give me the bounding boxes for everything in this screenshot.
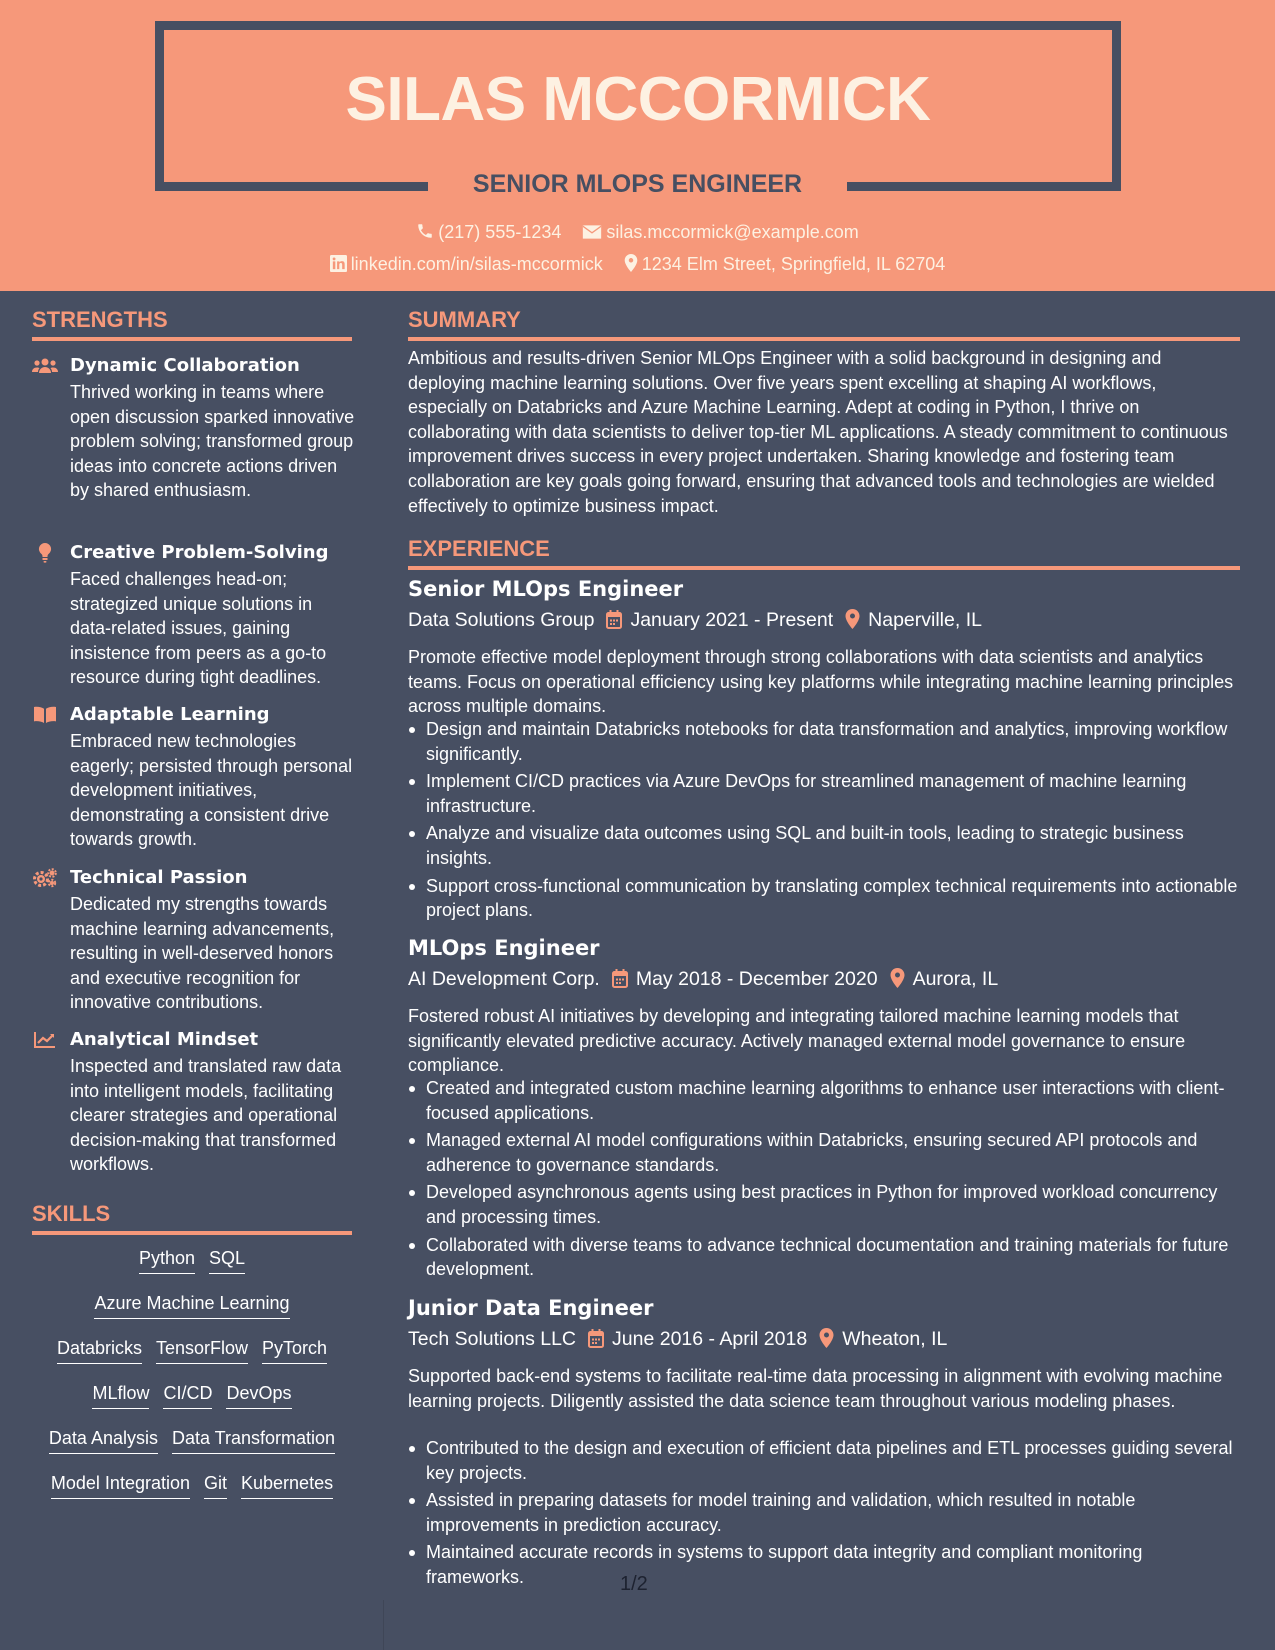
strength-title: Technical Passion	[70, 867, 248, 888]
skill-tag: Data Analysis	[49, 1425, 158, 1454]
job-description: Supported back-end systems to facilitate real-time data processing in alignment with evolving machine learning projects. Diligently assisted the data science team throughout various modeling phases.	[408, 1366, 1223, 1411]
job-meta	[408, 607, 982, 633]
strength-text: Dedicated my strengths towards machine learning advancements, resulting in well-deserved honors and executive recognition for innovative contributions.	[70, 894, 335, 1012]
job-description: Promote effective model deployment through strong collaborations with data scientists and analytics teams. Focus on operational efficiency using key platforms while integrating machine learning principles across multiple domains.	[408, 647, 1234, 717]
skill-tag: MLflow	[92, 1380, 149, 1409]
job-bullet: Assisted in preparing datasets for model training and validation, which resulted in notable improvements in prediction accuracy.	[408, 1488, 1238, 1537]
calendar-icon	[606, 610, 622, 629]
skill-row	[32, 1380, 352, 1409]
job-company: Tech Solutions LLC	[408, 1328, 577, 1350]
linkedin-text: linkedin.com/in/silas-mccormick	[350, 254, 603, 274]
job-bullet: Managed external AI model configurations within Databricks, ensuring secured API protocols and adherence to governance standards.	[408, 1128, 1238, 1177]
book-icon	[32, 705, 58, 725]
skill-tag: CI/CD	[163, 1380, 212, 1409]
page-indicator: 1/2	[620, 1573, 648, 1595]
address-contact	[624, 251, 946, 277]
linkedin-contact[interactable]	[330, 251, 603, 277]
skill-tag: Git	[204, 1470, 227, 1499]
skill-tag: PyTorch	[262, 1335, 327, 1364]
job-bullets	[408, 1076, 1238, 1285]
summary-heading: SUMMARY	[408, 307, 521, 332]
experience-heading: EXPERIENCE	[408, 536, 550, 561]
job-bullet: Analyze and visualize data outcomes using SQL and built-in tools, leading to strategic business insights.	[408, 821, 1238, 870]
job-dates: January 2021 - Present	[630, 609, 834, 631]
contact-row-1	[0, 219, 1275, 245]
job-bullet: Collaborated with diverse teams to advance technical documentation and training materials for future development.	[408, 1233, 1238, 1282]
chart-line-icon	[32, 1030, 58, 1050]
lightbulb-icon	[32, 543, 58, 563]
skill-tag: SQL	[209, 1245, 245, 1274]
job-entry	[408, 575, 1238, 921]
strength-text: Embraced new technologies eagerly; persisted through personal development initiatives, demonstrating a consistent drive towards growth.	[70, 731, 353, 849]
job-company: Data Solutions Group	[408, 609, 595, 631]
strengths-rule	[32, 337, 352, 341]
map-pin-icon	[624, 254, 638, 272]
skill-row	[32, 1335, 352, 1364]
phone-contact[interactable]	[416, 219, 561, 245]
candidate-title: SENIOR MLOPS ENGINEER	[472, 170, 803, 198]
job-location: Wheaton, IL	[842, 1328, 948, 1350]
job-bullet: Support cross-functional communication by translating complex technical requirements into actionable project plans.	[408, 874, 1238, 923]
address-text: 1234 Elm Street, Springfield, IL 62704	[641, 254, 946, 274]
strength-text: Faced challenges head-on; strategized unique solutions in data-related issues, gaining insistence from peers as a go-to resource during tight deadlines.	[70, 569, 327, 687]
map-pin-icon	[845, 609, 860, 629]
map-pin-icon	[819, 1328, 834, 1348]
job-company: AI Development Corp.	[408, 968, 600, 990]
job-bullet: Contributed to the design and execution of efficient data pipelines and ETL processes guiding several key projects.	[408, 1436, 1238, 1485]
calendar-icon	[612, 969, 628, 988]
job-bullets	[408, 717, 1238, 926]
job-title: Junior Data Engineer	[408, 1296, 654, 1320]
skills-rule	[32, 1231, 352, 1235]
job-meta	[408, 966, 998, 992]
job-location: Naperville, IL	[868, 609, 982, 631]
job-dates: May 2018 - December 2020	[635, 968, 878, 990]
calendar-icon	[588, 1329, 604, 1348]
frame-bottom-right	[847, 182, 1121, 191]
strengths-heading: STRENGTHS	[32, 307, 168, 332]
skill-row	[32, 1425, 352, 1454]
job-bullet: Implement CI/CD practices via Azure DevOps for streamlined management of machine learning infrastructure.	[408, 769, 1238, 818]
skill-row	[32, 1290, 352, 1319]
envelope-icon	[582, 224, 602, 240]
strength-title: Dynamic Collaboration	[70, 355, 300, 376]
job-description: Fostered robust AI initiatives by developing and integrating tailored machine learning models that significantly elevated predictive accuracy. Actively managed external model governance to ensure compliance.	[408, 1006, 1186, 1076]
map-pin-icon	[890, 968, 905, 988]
gears-icon	[32, 868, 58, 888]
skill-tag: Python	[139, 1245, 195, 1274]
resume-header	[0, 0, 1275, 291]
skill-tag: DevOps	[226, 1380, 291, 1409]
job-bullet: Created and integrated custom machine learning algorithms to enhance user interactions with client-focused applications.	[408, 1076, 1238, 1125]
strength-text: Thrived working in teams where open discussion sparked innovative problem solving; transformed group ideas into concrete actions driven by shared enthusiasm.	[70, 382, 355, 500]
strength-title: Analytical Mindset	[70, 1029, 259, 1050]
candidate-name: SILAS MCCORMICK	[345, 65, 931, 134]
job-title: Senior MLOps Engineer	[408, 577, 684, 601]
skills-heading: SKILLS	[32, 1201, 111, 1226]
job-bullet: Design and maintain Databricks notebooks for data transformation and analytics, improving workflow significantly.	[408, 717, 1238, 766]
job-dates: June 2016 - April 2018	[612, 1328, 808, 1350]
job-bullet: Developed asynchronous agents using best practices in Python for improved workload concurrency and processing times.	[408, 1180, 1238, 1229]
phone-text: (217) 555-1234	[438, 222, 562, 242]
summary-text: Ambitious and results-driven Senior MLOps Engineer with a solid background in designing and deploying machine learning solutions. Over five years spent excelling at shaping AI workflows, especially on Databricks and Azure Machine Learning. Adept at coding in Python, I thrive on collaborating with data scientists to deliver top-tier ML applications. A steady commitment to continuous improvement drives success in every project undertaken. Sharing knowledge and fostering team collaboration are key goals going forward, ensuring that advanced tools and technologies are wielded effectively to optimize business impact.	[408, 348, 1228, 516]
job-bullets	[408, 1436, 1238, 1593]
frame-bottom-left	[155, 182, 428, 191]
job-location: Aurora, IL	[912, 968, 999, 990]
contact-row-2	[0, 251, 1275, 277]
strength-title: Adaptable Learning	[70, 704, 270, 725]
skill-tag: Model Integration	[51, 1470, 190, 1499]
skill-row	[32, 1245, 352, 1274]
experience-rule	[408, 566, 1240, 570]
job-title: MLOps Engineer	[408, 936, 600, 960]
users-icon	[32, 356, 58, 376]
skill-tag: TensorFlow	[156, 1335, 248, 1364]
email-text: silas.mccormick@example.com	[606, 222, 859, 242]
job-meta	[408, 1326, 947, 1352]
linkedin-icon	[330, 255, 347, 272]
email-contact[interactable]	[582, 219, 858, 245]
skill-tag: Databricks	[57, 1335, 142, 1364]
phone-icon	[416, 222, 434, 240]
job-bullet: Maintained accurate records in systems to support data integrity and compliant monitoring frameworks.	[408, 1540, 1238, 1589]
skill-tag: Kubernetes	[241, 1470, 333, 1499]
skill-row	[32, 1470, 352, 1499]
summary-rule	[408, 337, 1240, 341]
skill-tag: Data Transformation	[172, 1425, 335, 1454]
strength-text: Inspected and translated raw data into intelligent models, facilitating clearer strategies and operational decision-making that transformed workflows.	[70, 1056, 342, 1174]
column-divider	[383, 1600, 384, 1650]
job-entry	[408, 934, 1238, 1280]
strength-title: Creative Problem-Solving	[70, 542, 329, 563]
skill-tag: Azure Machine Learning	[94, 1290, 289, 1319]
